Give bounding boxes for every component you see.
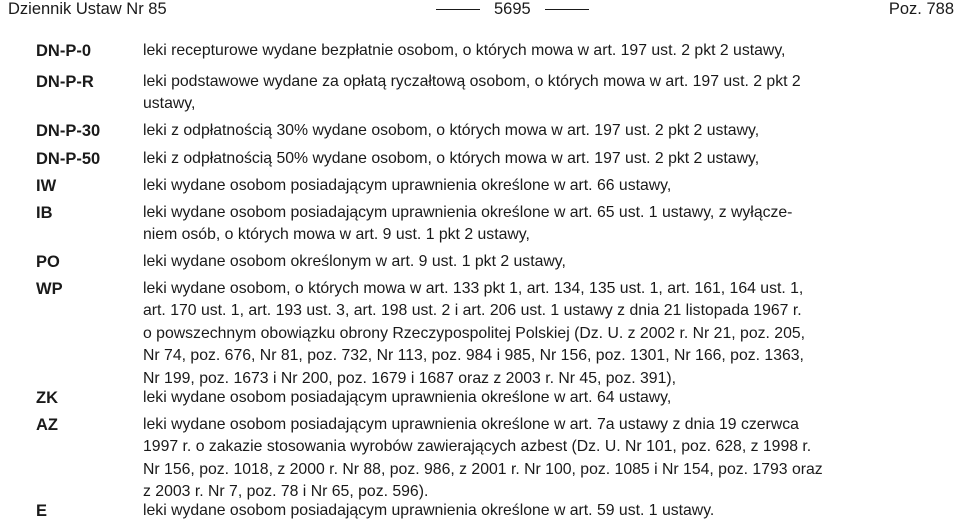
- entry-code: DN-P-R: [36, 73, 94, 91]
- entry-code: DN-P-0: [36, 42, 92, 60]
- entry-text: leki wydane osobom posiadającym uprawnienia określone w art. 7a ustawy z dnia 19 czerwca 1997 r. o zakazie stosowania wyrobów zawierających azbest (Dz. U. Nr 101, poz. 628, z 1998 r. Nr 156, poz. 1018, z 2000 r. Nr 88, poz. 986, z 2001 r. Nr 100, poz. 1085 i Nr 154, poz. 1793 oraz z 2003 r. Nr 7, poz. 78 i Nr 65, poz. 596).: [143, 416, 823, 501]
- dash-right-decoration: [545, 9, 589, 10]
- entry-text: leki wydane osobom określonym w art. 9 ust. 1 pkt 2 ustawy,: [143, 253, 566, 270]
- dash-left-decoration: [436, 9, 480, 10]
- entry-text: leki z odpłatnością 50% wydane osobom, o których mowa w art. 197 ust. 2 pkt 2 ustawy,: [143, 150, 760, 167]
- entry-text: leki wydane osobom posiadającym uprawnienia określone w art. 65 ust. 1 ustawy, z wyłącze- niem osób, o których mowa w art. 9 ust. 1 pkt 2 ustawy,: [143, 204, 793, 244]
- entry-text: leki wydane osobom, o których mowa w art. 133 pkt 1, art. 134, 135 ust. 1, art. 161, 164 ust. 1, art. 170 ust. 1, art. 193 ust. 3, art. 198 ust. 2 i art. 206 ust. 1 ustawy z dnia 21 listopada 1967 r. o powszechnym obowiązku obrony Rzeczypospolitej Polskiej (Dz. U. z 2002 r. Nr 21, poz. 205, Nr 74, poz. 676, Nr 81, poz. 732, Nr 113, poz. 984 i 985, Nr 156, poz. 1301, Nr 166, poz. 1363, Nr 199, poz. 1673 i Nr 200, poz. 1679 i 1687 oraz z 2003 r. Nr 45, poz. 391),: [143, 280, 806, 387]
- entry-code: DN-P-30: [36, 122, 101, 140]
- entry-code: AZ: [36, 416, 58, 434]
- entry-code: WP: [36, 280, 63, 298]
- entry-text: leki recepturowe wydane bezpłatnie osobom, o których mowa w art. 197 ust. 2 pkt 2 ustawy,: [143, 42, 786, 59]
- entry-code: IW: [36, 177, 57, 195]
- entry-text: leki podstawowe wydane za opłatą ryczałtową osobom, o których mowa w art. 197 ust. 2 pkt 2 ustawy,: [143, 73, 801, 113]
- entry-code: ZK: [36, 389, 58, 407]
- entry-code: IB: [36, 204, 53, 222]
- entry-code: E: [36, 502, 48, 520]
- page-header: [8, 0, 954, 18]
- journal-title: Dziennik Ustaw Nr 85: [8, 0, 167, 18]
- entry-code: PO: [36, 253, 60, 271]
- entry-text: leki z odpłatnością 30% wydane osobom, o których mowa w art. 197 ust. 2 pkt 2 ustawy,: [143, 122, 760, 139]
- page-number: 5695: [494, 0, 531, 18]
- entry-text: leki wydane osobom posiadającym uprawnienia określone w art. 59 ust. 1 ustawy.: [143, 502, 715, 519]
- position-number: Poz. 788: [888, 0, 954, 18]
- entry-text: leki wydane osobom posiadającym uprawnienia określone w art. 64 ustawy,: [143, 389, 672, 406]
- entry-text: leki wydane osobom posiadającym uprawnienia określone w art. 66 ustawy,: [143, 177, 672, 194]
- page-number-group: [422, 0, 603, 18]
- entry-code: DN-P-50: [36, 150, 101, 168]
